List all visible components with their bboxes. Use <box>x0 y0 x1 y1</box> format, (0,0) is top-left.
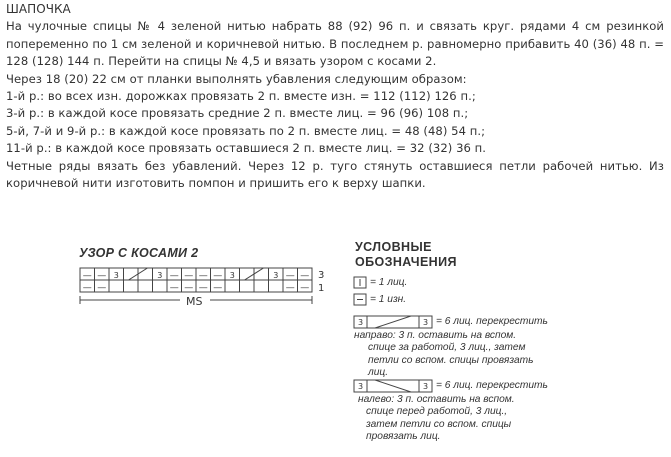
chart-title: УЗОР С КОСАМИ 2 <box>79 246 199 260</box>
cable-symbol-number: 3 <box>357 318 364 327</box>
chart-cell-symbol-row1: — <box>213 283 223 293</box>
paragraph-finishing: Четные ряды вязать без убавлений. Через 12 р. туго стянуть оставшиеся петли рабочей нитью. Из коричневой нити изготовить помпон и пришить его к верху шапки. <box>6 158 664 191</box>
chart-cell-symbol-row1: — <box>184 283 194 293</box>
chart-cell-symbol-row3: — <box>184 271 194 281</box>
repeat-label: MS <box>186 295 203 308</box>
chart-cell-symbol-row3: 3 <box>229 271 235 280</box>
legend-title-line-2: ОБОЗНАЧЕНИЯ <box>355 255 457 269</box>
chart-cell-symbol-row3: — <box>300 271 310 281</box>
article-title: ШАПОЧКА <box>6 2 71 16</box>
paragraph-row-11: 11-й р.: в каждой косе провязать оставшиеся 2 п. вместе лиц. = 32 (32) 36 п. <box>6 141 487 156</box>
chart-cell-symbol-row1: — <box>285 283 295 293</box>
chart-cell-symbol-row3: — <box>198 271 208 281</box>
paragraph-decrease-intro: Через 18 (20) 22 см от планки выполнять убавления следующим образом: <box>6 71 467 86</box>
cable-symbol-diagonal <box>367 316 419 328</box>
legend-title <box>355 240 457 270</box>
chart-cell-symbol-row3: 3 <box>113 271 119 280</box>
chart-cell-symbol-row3: — <box>82 271 92 281</box>
paragraph-row-1: 1-й р.: во всех изн. дорожках провязать 2 п. вместе изн. = 112 (112) 126 п.; <box>6 89 476 104</box>
cable-right-line-4: петли со вспом. спицы провязать <box>368 354 534 366</box>
chart-cell-symbol-row3: — <box>213 271 223 281</box>
legend-cable-right-desc <box>354 330 533 380</box>
row-number-1: 1 <box>318 283 325 294</box>
legend-purl-text: = 1 изн. <box>370 294 407 305</box>
chart-cell-symbol-row1: — <box>169 283 179 293</box>
cable-right-line-5: лиц. <box>368 367 389 379</box>
cable-symbol-diagonal <box>367 380 419 392</box>
cable-right-symbol <box>358 316 428 328</box>
cable-right-line-3: спице за работой, 3 лиц., затем <box>368 342 526 354</box>
chart-cell-symbol-row3: 3 <box>157 271 163 280</box>
chart-cell-symbol-row3: — <box>97 271 107 281</box>
cable-symbol-number: 3 <box>357 382 364 391</box>
legend-cable-right-line-1: = 6 лиц. перекрестить <box>436 316 548 327</box>
chart-cell-symbol-row3: — <box>169 271 179 281</box>
chart-cell-symbol-row1: — <box>300 283 310 293</box>
cable-symbol-number: 3 <box>422 382 429 391</box>
chart-cell-symbol-row3: — <box>285 271 295 281</box>
cable-left-line-5: провязать лиц. <box>366 431 441 443</box>
paragraph-row-3: 3-й р.: в каждой косе провязать средние 2 п. вместе лиц. = 96 (96) 108 п.; <box>6 106 469 121</box>
row-number-3: 3 <box>318 270 325 281</box>
legend-cable-left-desc <box>354 394 515 444</box>
cable-symbol-number: 3 <box>422 318 429 327</box>
cable-right-line-2: направо: 3 п. оставить на вспом. <box>354 330 517 341</box>
cable-left-symbol <box>358 380 428 392</box>
chart-cell-symbol-row1: — <box>198 283 208 293</box>
chart-cell-symbol-row1: — <box>97 283 107 293</box>
legend-title-line-1: УСЛОВНЫЕ <box>355 240 432 254</box>
cable-left-line-3: спице перед работой, 3 лиц., <box>366 406 508 418</box>
cable-left-line-4: затем петли со вспом. спицы <box>366 418 512 430</box>
cable-left-line-2: налево: 3 п. оставить на вспом. <box>358 394 515 405</box>
paragraph-cast-on: На чулочные спицы № 4 зеленой нитью набрать 88 (92) 96 п. и связать круг. рядами 4 см резинкой попеременно по 1 см зеленой и коричневой нитью. В последнем р. равномерно прибавить 40 (36) 48 п. = 128 (128) 144 п. Перейти на спицы № 4,5 и вязать узором с косами 2. <box>6 19 664 69</box>
paragraph-rows-5-7-9: 5-й, 7-й и 9-й р.: в каждой косе провязать по 2 п. вместе лиц. = 48 (48) 54 п.; <box>6 123 486 138</box>
chart-cell-symbol-row3: 3 <box>273 271 279 280</box>
legend-cable-left-line-1: = 6 лиц. перекрестить <box>436 380 548 391</box>
legend-knit-text: = 1 лиц. <box>370 277 408 288</box>
chart-cell-symbol-row1: — <box>82 283 92 293</box>
